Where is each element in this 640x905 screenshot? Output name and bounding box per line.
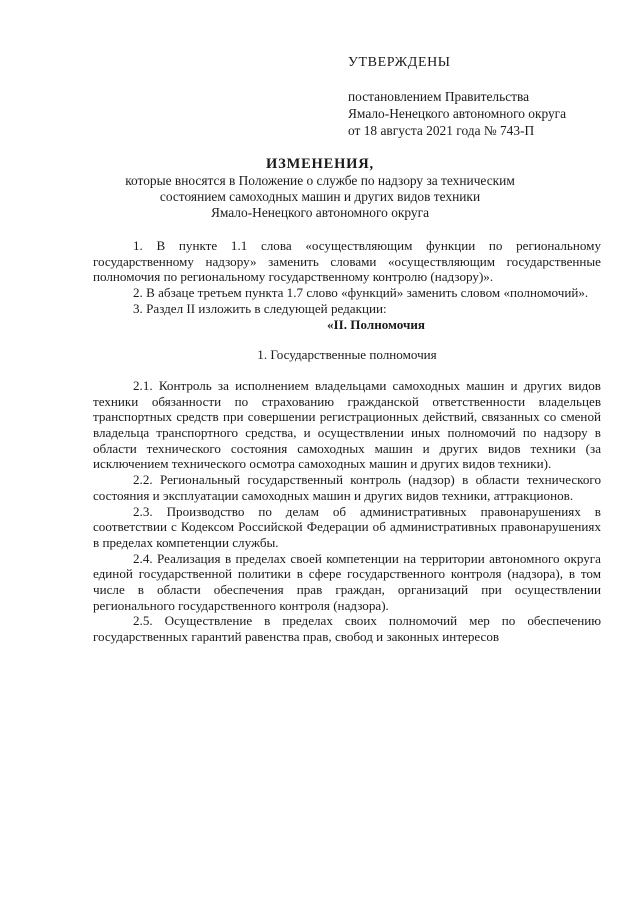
document-body	[93, 238, 601, 645]
approval-line-2: Ямало-Ненецкого автономного округа	[348, 106, 567, 121]
paragraph-2-3: 2.3. Производство по делам об административных правонарушениях в соответствии с Кодексом Российской Федерации об административных правонарушениях в пределах компетенции службы.	[93, 503, 601, 550]
approval-block	[348, 54, 618, 139]
paragraph-2-1: 2.1. Контроль за исполнением владельцами самоходных машин и других видов техники обязанности по страхованию гражданской ответственности владельцев транспортных средств при совершении регистрационных действий, связанных со сменой владельца транспортного средства, и осуществлении иных полномочий по надзору в области технического состояния самоходных машин и других видов техники (за исключением технического осмотра самоходных машин и других видов техники).	[93, 377, 601, 472]
paragraph-2-5: 2.5. Осуществление в пределах своих полномочий мер по обеспечению государственных гарантий равенства прав, свобод и законных интересов	[93, 613, 601, 645]
heading-line-2: состоянием самоходных машин и других видов техники	[159, 189, 481, 204]
approval-line-1: постановлением Правительства	[348, 89, 530, 104]
approval-line-3: от 18 августа 2021 года № 743-П	[348, 123, 535, 138]
heading-line-3: Ямало-Ненецкого автономного округа	[210, 205, 430, 220]
paragraph-2: 2. В абзаце третьем пункта 1.7 слово «функций» заменить словом «полномочий».	[133, 285, 589, 301]
heading-title: ИЗМЕНЕНИЯ,	[266, 156, 374, 172]
section-title: «II. Полномочия	[327, 316, 425, 332]
subsection-title: 1. Государственные полномочия	[257, 347, 437, 363]
paragraph-3: 3. Раздел II изложить в следующей редакции:	[133, 300, 387, 316]
paragraph-2-2: 2.2. Региональный государственный контроль (надзор) в области технического состояния и эксплуатации самоходных машин и других видов техники, аттракционов.	[93, 472, 601, 503]
heading-line-1: которые вносятся в Положение о службе по надзору за техническим	[125, 173, 515, 188]
paragraph-1: 1. В пункте 1.1 слова «осуществляющим функции по региональному государственному надзору» заменить словами «осуществляющим государственные полномочия по региональному государственному контролю (надзору)».	[93, 238, 601, 285]
document-heading	[110, 156, 530, 221]
paragraph-2-4: 2.4. Реализация в пределах своей компетенции на территории автономного округа единой государственной политики в сфере государственного контроля (надзора), в том числе в области обеспечения прав граждан, организаций при осуществлении регионального государственного контроля (надзора).	[93, 550, 601, 613]
approval-title: УТВЕРЖДЕНЫ	[348, 55, 451, 70]
